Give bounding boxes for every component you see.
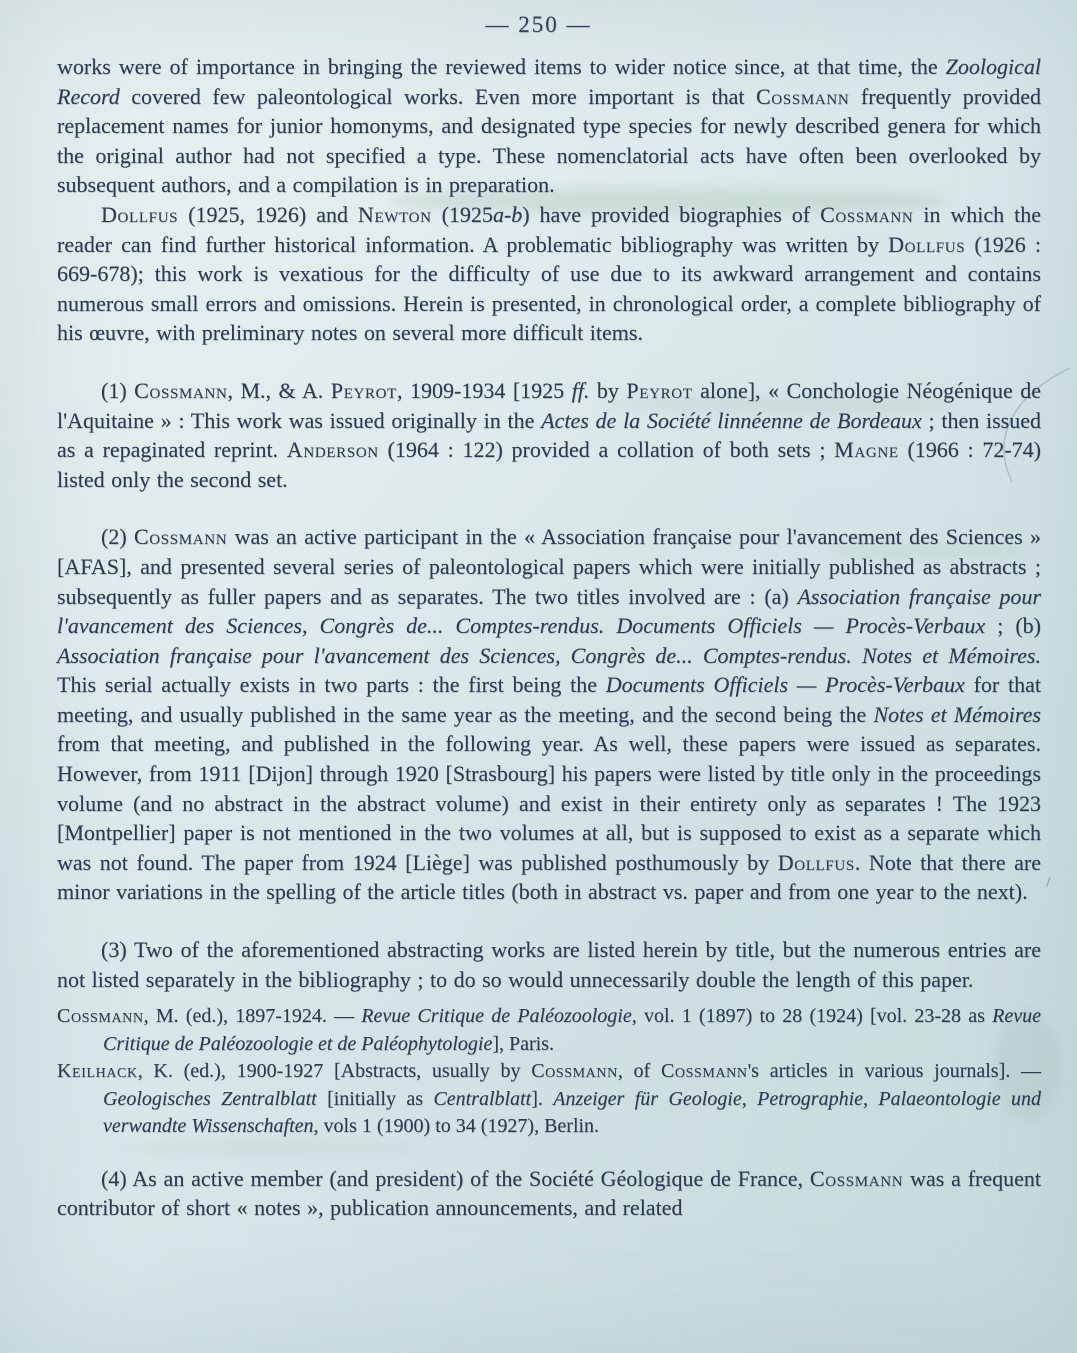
bibliography-entry-cossmann: Cossmann, M. (ed.), 1897-1924. — Revue Critique de Paléozoologie, vol. 1 (1897) to 28 (1924) [vol. 23-28 as Revue Critique de Paléozoologie et de Paléophytologie], Paris. — [57, 1005, 1041, 1055]
scan-tick-artifact — [1041, 875, 1051, 887]
note-3: (3) Two of the aforementioned abstracting works are listed herein by title, but the numerous entries are not listed separately in the bibliography ; to do so would unnecessarily double the length of this paper. — [57, 937, 1041, 992]
note-1: (1) Cossmann, M., & A. Peyrot, 1909-1934 [1925 ff. by Peyrot alone], « Conchologie Néogénique de l'Aquitaine » : This work was issued originally in the Actes de la Société linnéenne de Bordeaux ; then issued as a repaginated reprint. Anderson (1964 : 122) provided a collation of both sets ; Magne (1966 : 72-74) listed only the second set. — [57, 377, 1042, 492]
bibliography-entry-keilhack: Keilhack, K. (ed.), 1900-1927 [Abstracts, usually by Cossmann, of Cossmann's articles in various journals]. — Geologisches Zentralblatt [initially as Centralblatt]. Anzeiger für Geologie, Petrographie, Palaeontologie und verwandte Wissenschaften, vols 1 (1900) to 34 (1927), Berlin. — [57, 1060, 1041, 1138]
note-2: (2) Cossmann was an active participant in the « Association française pour l'avancement des Sciences » [AFAS], and presented several series of paleontological papers which were initially published as abstracts ; subsequently as fuller papers and as separates. The two titles involved are : (a) Association française pour l'avancement des Sciences, Congrès de... Comptes-rendus. Documents Officiels — Procès-Verbaux ; (b) Association française pour l'avancement des Sciences, Congrès de... Comptes-rendus. Notes et Mémoires. This serial actually exists in two parts : the first being the Documents Officiels — Procès-Verbaux for that meeting, and usually published in the same year as the meeting, and the second being the Notes et Mémoires from that meeting, and published in the following year. As well, these papers were issued as separates. However, from 1911 [Dijon] through 1920 [Strasbourg] his papers were listed by title only in the proceedings volume (and no abstract in the abstract volume) and exist in their entirety only as separates ! The 1923 [Montpellier] paper is not mentioned in the two volumes at all, but is supposed to exist as a separate which was not found. The paper from 1924 [Liège] was published posthumously by Dollfus. Note that there are minor variations in the spelling of the article titles (both in abstract vs. paper and from one year to the next). — [57, 524, 1042, 905]
paragraph-biographies: Dollfus (1925, 1926) and Newton (1925a-b) have provided biographies of Cossmann in which the reader can find further historical information. A problematic bibliography was written by Dollfus (1926 : 669-678); this work is vexatious for the difficulty of use due to its awkward arrangement and contains numerous small errors and omissions. Herein is presented, in chronological order, a complete bibliography of his œuvre, with preliminary notes on several more difficult items. — [57, 201, 1041, 346]
page-body-text — [57, 52, 1041, 1223]
note-4: (4) As an active member (and president) of the Société Géologique de France, Cossmann was a frequent contributor of short « notes », publication announcements, and related — [57, 1165, 1041, 1221]
paragraph-continuation: works were of importance in bringing the reviewed items to wider notice since, at that time, the Zoological Record covered few paleontological works. Even more important is that Cossmann frequently provided replacement names for junior homonyms, and designated type species for newly described genera for which the original author had not specified a type. These nomenclatorial acts have often been overlooked by subsequent authors, and a compilation is in preparation. — [57, 54, 1041, 198]
page-number: — 250 — — [485, 12, 592, 37]
